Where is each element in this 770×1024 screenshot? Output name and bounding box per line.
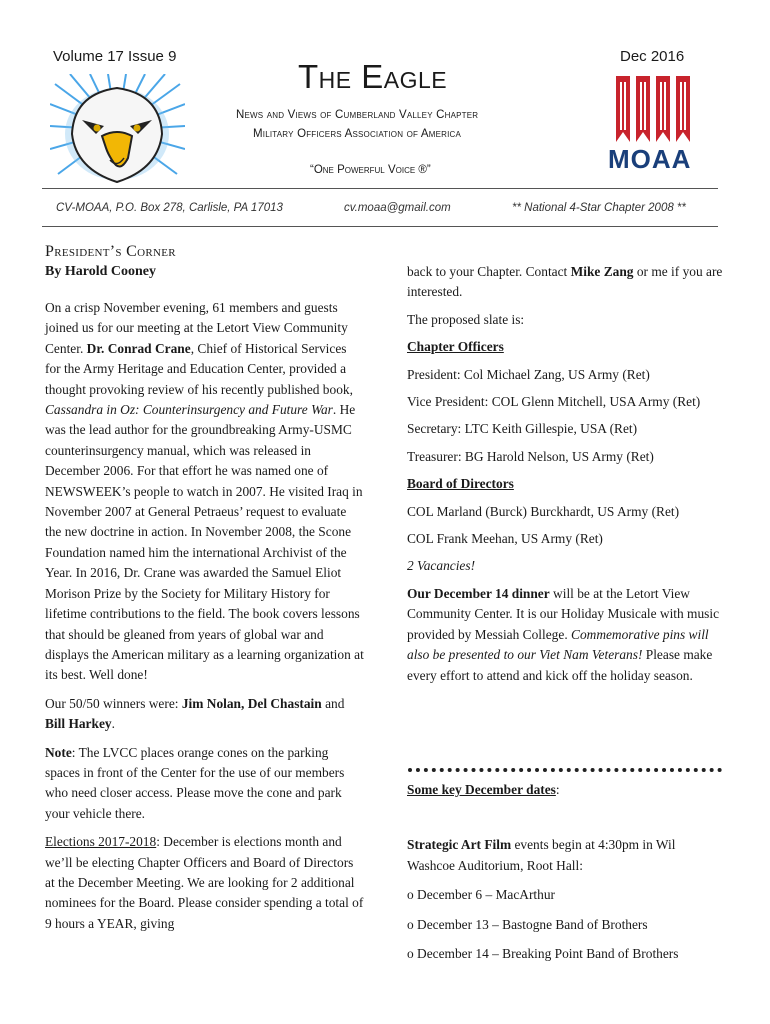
right-column bbox=[407, 262, 725, 686]
speaker-name: Dr. Conrad Crane bbox=[86, 340, 191, 356]
text: : bbox=[555, 782, 560, 797]
dates-heading-line bbox=[407, 780, 725, 800]
header-rule-bottom bbox=[42, 226, 718, 227]
text: will be at the Letort View Community Center. It is our Holiday Musicale with music provided by Messiah College. bbox=[407, 585, 720, 642]
text: On a crisp November evening, 61 members and guests joined us for our meeting at the Letort View Community Center. bbox=[45, 300, 348, 356]
byline: By Harold Cooney bbox=[45, 264, 156, 279]
officer-item: Secretary: LTC Keith Gillespie, USA (Ret) bbox=[407, 421, 638, 437]
paragraph-contact bbox=[407, 262, 725, 303]
text: Please make every effort to attend and kick off the holiday season. bbox=[407, 647, 713, 683]
moaa-logo-text: MOAA bbox=[608, 144, 692, 174]
film-item: o December 6 – MacArthur bbox=[407, 887, 555, 903]
newsletter-title: The Eagle bbox=[298, 58, 448, 95]
text: . bbox=[111, 716, 115, 732]
left-column bbox=[45, 298, 365, 934]
chapter-email[interactable]: cv.moaa@gmail.com bbox=[344, 202, 451, 214]
text: , Chief of Historical Services for the Army Heritage and Education Center, provided a thought provoking review of his recently published book, bbox=[45, 340, 353, 397]
text: or me if you are interested. bbox=[407, 264, 723, 300]
officers-heading: Chapter Officers bbox=[407, 339, 504, 355]
text: Our 50/50 winners were: bbox=[45, 695, 182, 711]
header-rule-top bbox=[42, 188, 718, 189]
dinner-label: Our December 14 dinner bbox=[407, 585, 550, 601]
text: : The LVCC places orange cones on the parking spaces in front of the Center for the use of our members who need closer access. Please move the cone and park your vehicle there. bbox=[45, 744, 345, 821]
chapter-address: CV-MOAA, P.O. Box 278, Carlisle, PA 17013 bbox=[56, 202, 283, 214]
dates-section bbox=[407, 780, 725, 964]
volume-issue: Volume 17 Issue 9 bbox=[53, 48, 177, 65]
board-item: COL Frank Meehan, US Army (Ret) bbox=[407, 531, 603, 547]
slate-intro: The proposed slate is: bbox=[407, 311, 525, 327]
subtitle-line-2: Military Officers Association of America bbox=[253, 128, 462, 140]
officer-item: President: Col Michael Zang, US Army (Ret) bbox=[407, 366, 650, 382]
national-award: ** National 4-Star Chapter 2008 ** bbox=[512, 202, 686, 214]
paragraph-meeting bbox=[45, 298, 365, 686]
text: events begin at 4:30pm in Wil Washcoe Auditorium, Root Hall: bbox=[407, 837, 676, 873]
section-heading-presidents-corner: President’s Corner bbox=[45, 243, 176, 260]
issue-date: Dec 2016 bbox=[620, 48, 685, 65]
eagle-logo-icon bbox=[50, 74, 185, 186]
board-heading: Board of Directors bbox=[407, 476, 514, 492]
film-label: Strategic Art Film bbox=[407, 837, 512, 853]
note-label: Note bbox=[45, 744, 72, 760]
text: back to your Chapter. Contact bbox=[407, 264, 571, 279]
dates-heading: Some key December dates bbox=[407, 782, 556, 797]
paragraph-elections bbox=[45, 832, 365, 934]
board-item: COL Marland (Burck) Burckhardt, US Army (Ret) bbox=[407, 503, 680, 519]
elections-label: Elections 2017-2018 bbox=[45, 834, 157, 850]
officer-item: Treasurer: BG Harold Nelson, US Army (Ret) bbox=[407, 448, 654, 464]
paragraph-note bbox=[45, 743, 365, 825]
vacancies: 2 Vacancies! bbox=[407, 558, 476, 574]
film-item: o December 13 – Bastogne Band of Brothers bbox=[407, 916, 648, 932]
text: : December is elections month and we’ll be electing Chapter Officers and Board of Directors at the December Meeting. We are looking for 2 additional nominees for the Board. Please consider spending a total of 9 hours a YEAR, giving bbox=[45, 834, 364, 931]
text: . He was the lead author for the groundbreaking Army-USMC counterinsurgency manual, which was released in December 2006. For that effort he was named one of NEWSWEEK’s people to watch in 2007. He visited Iraq in November 2007 at General Petraeus’ request to evaluate the new doctrine in action. In November 2008, the Scone Foundation named him the international Archivist of the Year. In 2016, Dr. Crane was awarded the Samuel Eliot Morison Prize by the Society for Military History for lifetime contributions to the field. The book covers lessons that should be gleaned from years of global war and displays the American military as a learning organization at its best. Well done! bbox=[45, 402, 364, 683]
subtitle-line-1: News and Views of Cumberland Valley Chapter bbox=[236, 109, 479, 121]
dotted-divider bbox=[408, 768, 722, 772]
winner-name: Bill Harkey bbox=[45, 716, 112, 732]
motto: “One Powerful Voice ®” bbox=[310, 164, 431, 176]
pins-note: Commemorative pins will also be presented to our Viet Nam Veterans! bbox=[407, 626, 709, 663]
film-item: o December 14 – Breaking Point Band of Brothers bbox=[407, 946, 679, 962]
text: and bbox=[321, 695, 345, 711]
winner-names: Jim Nolan, Del Chastain bbox=[181, 695, 322, 711]
paragraph-film bbox=[407, 835, 725, 876]
paragraph-dinner bbox=[407, 584, 725, 686]
officer-item: Vice President: COL Glenn Mitchell, USA Army (Ret) bbox=[407, 394, 701, 410]
contact-name: Mike Zang bbox=[570, 264, 634, 279]
book-title: Cassandra in Oz: Counterinsurgency and Future War bbox=[45, 402, 333, 418]
paragraph-winners bbox=[45, 694, 365, 735]
